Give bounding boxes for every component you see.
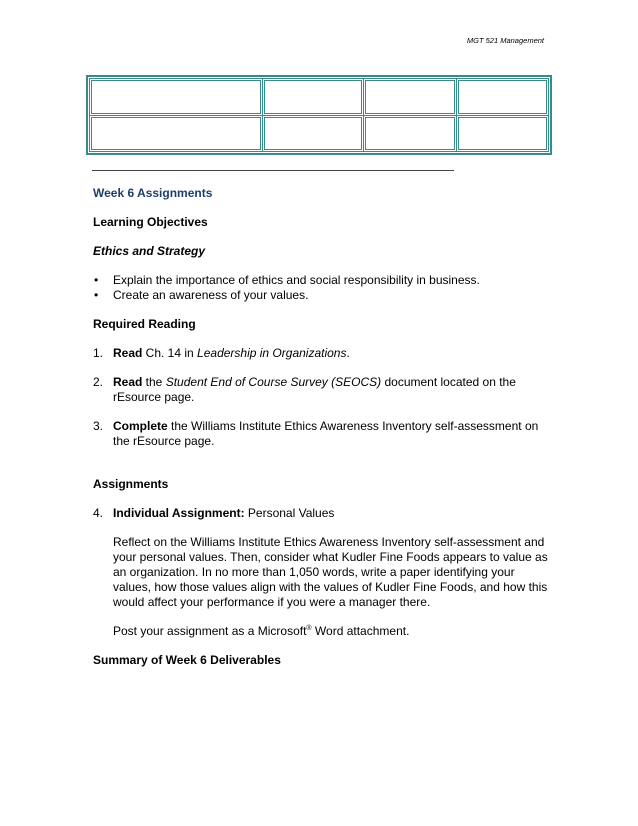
item-text: Ch. 14 in: [142, 346, 198, 360]
required-reading-heading: Required Reading: [93, 317, 196, 331]
item-number: 4.: [93, 506, 104, 520]
assignments-heading: Assignments: [93, 477, 169, 491]
objective-text: Create an awareness of your values.: [113, 288, 309, 302]
item-number: 2.: [93, 375, 104, 389]
document-body: [93, 186, 553, 682]
table-cell: [365, 117, 455, 151]
table-row: [91, 80, 547, 114]
table-cell: [91, 117, 261, 151]
header-table: [86, 75, 552, 155]
horizontal-rule: [92, 170, 454, 171]
submission-text: Word attachment.: [311, 624, 410, 638]
page-header: MGT 521 Management: [466, 36, 544, 45]
item-text: the: [142, 375, 166, 389]
summary-heading: Summary of Week 6 Deliverables: [93, 653, 281, 667]
table-cell: [365, 80, 455, 114]
submission-text: Post your assignment as a Microsoft: [113, 624, 307, 638]
item-text: .: [346, 346, 350, 360]
table-cell: [264, 80, 362, 114]
item-number: 1.: [93, 346, 104, 360]
table-cell: [91, 80, 261, 114]
item-text: the Williams Institute Ethics Awareness Inventory self-assessment on the rEsource page.: [113, 419, 539, 448]
reading-item: [93, 419, 553, 449]
table-row: [91, 117, 547, 151]
item-title: Leadership in Organizations: [197, 346, 347, 360]
bullet-icon: •: [94, 288, 99, 302]
item-text: document located on the rEsource page.: [113, 375, 516, 404]
reading-item: [93, 375, 553, 405]
item-verb: Complete: [113, 419, 168, 433]
reading-item: [93, 346, 553, 361]
assignment-item: [93, 506, 553, 521]
assignment-paragraph: Reflect on the Williams Institute Ethics Awareness Inventory self-assessment and your personal values. Then, consider what Kudler Fine Foods appears to value as an organization. In no more than 1,050 words, write a paper identifying your values, how those values align with the values of Kudler Fine Foods, and how this would affect your performance if you were a manager there.: [113, 535, 548, 609]
objectives-list: [93, 273, 553, 303]
ethics-strategy-subheading: Ethics and Strategy: [93, 244, 206, 258]
assignment-label: Individual Assignment:: [113, 506, 245, 520]
registered-mark: ®: [306, 625, 312, 632]
item-verb: Read: [113, 346, 143, 360]
spacer: [93, 463, 553, 477]
table-cell: [458, 117, 547, 151]
assignment-title: Personal Values: [244, 506, 335, 520]
objective-text: Explain the importance of ethics and social responsibility in business.: [113, 273, 480, 287]
item-number: 3.: [93, 419, 104, 433]
item-title: Student End of Course Survey (SEOCS): [165, 375, 382, 389]
list-item: [93, 273, 553, 288]
learning-objectives-heading: Learning Objectives: [93, 215, 208, 229]
page-title: Week 6 Assignments: [93, 186, 213, 200]
table-cell: [264, 117, 362, 151]
list-item: [93, 288, 553, 303]
table-cell: [458, 80, 547, 114]
bullet-icon: •: [94, 273, 99, 287]
assignment-submission: [93, 624, 553, 639]
item-verb: Read: [113, 375, 143, 389]
assignment-description: [93, 535, 553, 610]
